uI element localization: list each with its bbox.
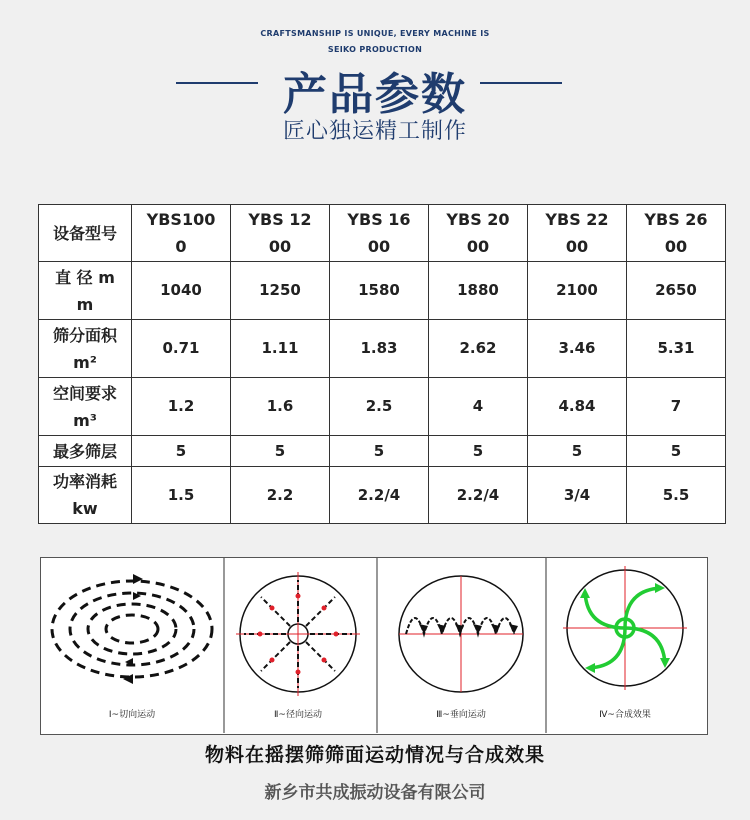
- row-label-line: 00: [664, 237, 688, 256]
- radial-dot: [270, 606, 275, 611]
- row-label-cell: [231, 205, 330, 262]
- row-label-cell: [330, 205, 429, 262]
- row-label-line: YBS 26: [644, 210, 708, 229]
- tangential-ring: [106, 615, 158, 643]
- arrow-icon: [509, 624, 518, 634]
- tangential-arrows: [123, 574, 143, 684]
- table-cell: 1580: [330, 262, 429, 320]
- radial-motion-drawing: [236, 572, 360, 696]
- table-row: [39, 320, 726, 378]
- row-label-line: 最多筛层: [52, 441, 117, 461]
- table-cell: 5: [231, 436, 330, 467]
- spec-table: [38, 204, 726, 524]
- table-cell: 5: [330, 436, 429, 467]
- table-header-row: [39, 205, 726, 262]
- row-label-cell: [132, 205, 231, 262]
- table-cell: 1.2: [132, 378, 231, 436]
- row-label-line: YBS 22: [545, 210, 609, 229]
- radial-dot: [334, 632, 339, 637]
- table-cell: 5: [627, 436, 726, 467]
- row-label-cell: [39, 467, 132, 524]
- page-subtitle: 匠心独运精工制作: [282, 119, 467, 144]
- row-label-cell: [39, 205, 132, 262]
- row-label-line: YBS 12: [248, 210, 312, 229]
- table-cell: 1.5: [132, 467, 231, 524]
- table-cell: 5: [132, 436, 231, 467]
- table-cell: 1250: [231, 262, 330, 320]
- table-cell: 3/4: [528, 467, 627, 524]
- radial-dot: [322, 658, 327, 663]
- row-label-cell: [39, 378, 132, 436]
- motion-caption: 物料在摇摆筛筛面运动情况与合成效果: [204, 744, 545, 766]
- row-label-line: 0: [175, 237, 187, 256]
- radial-dot: [296, 594, 301, 599]
- table-cell: 4.84: [528, 378, 627, 436]
- row-label-line: YBS 16: [347, 210, 411, 229]
- table-row: [39, 378, 726, 436]
- title-rule-right: [480, 82, 562, 84]
- row-label-line: 设备型号: [52, 223, 117, 243]
- radial-dot: [296, 670, 301, 675]
- row-label-line: 筛分面积: [52, 325, 117, 345]
- table-row: [39, 467, 726, 524]
- row-label-line: 00: [466, 237, 490, 256]
- table-cell: 1.6: [231, 378, 330, 436]
- radial-dot: [258, 632, 263, 637]
- motion-diagram: [40, 557, 708, 735]
- row-label-line: m: [76, 294, 94, 314]
- table-cell: 5.5: [627, 467, 726, 524]
- row-label-cell: [39, 262, 132, 320]
- row-label-line: 00: [367, 237, 391, 256]
- title-row: [0, 58, 750, 120]
- row-label-cell: [429, 205, 528, 262]
- table-cell: 1040: [132, 262, 231, 320]
- table-cell: 7: [627, 378, 726, 436]
- radial-ray: [306, 597, 335, 626]
- arrow-icon: [419, 624, 428, 634]
- radial-ray: [306, 642, 335, 671]
- table-cell: 0.71: [132, 320, 231, 378]
- table-cell: 5.31: [627, 320, 726, 378]
- table-cell: 1880: [429, 262, 528, 320]
- row-label-line: 00: [268, 237, 292, 256]
- table-cell: 1.11: [231, 320, 330, 378]
- table-cell: 5: [429, 436, 528, 467]
- panel-label-composite: Ⅳ~合成效果: [599, 710, 651, 720]
- tagline-line2: SEIKO PRODUCTION: [327, 45, 423, 54]
- panel-label-vertical: Ⅲ~垂向运动: [436, 710, 486, 720]
- row-label-cell: [39, 436, 132, 467]
- panel-label-radial: Ⅱ~径向运动: [274, 710, 322, 720]
- table-cell: 2.2/4: [330, 467, 429, 524]
- table-cell: 2.2: [231, 467, 330, 524]
- row-label-cell: [627, 205, 726, 262]
- vertical-motion-drawing: [399, 576, 523, 692]
- arrow-icon: [473, 624, 482, 634]
- table-cell: 2650: [627, 262, 726, 320]
- table-cell: 2.2/4: [429, 467, 528, 524]
- row-label-line: 功率消耗: [52, 472, 117, 491]
- table-cell: 3.46: [528, 320, 627, 378]
- panel-label-tangential: Ⅰ~切向运动: [108, 710, 156, 720]
- radial-dot: [322, 606, 327, 611]
- row-label-line: YBS100: [146, 210, 216, 229]
- row-label-cell: [528, 205, 627, 262]
- tagline-line1: CRAFTSMANSHIP IS UNIQUE, EVERY MACHINE IS: [260, 29, 490, 38]
- table-cell: 1.83: [330, 320, 429, 378]
- row-label-line: kw: [72, 499, 98, 518]
- tangential-ring: [88, 604, 176, 654]
- row-label-line: m³: [73, 410, 97, 430]
- table-cell: 2.5: [330, 378, 429, 436]
- table-cell: 2100: [528, 262, 627, 320]
- table-cell: 2.62: [429, 320, 528, 378]
- row-label-cell: [39, 320, 132, 378]
- row-label-line: 直 径 m: [55, 267, 115, 287]
- radial-ray: [261, 642, 290, 671]
- row-label-line: m²: [73, 352, 97, 372]
- page-title: 产品参数: [283, 69, 467, 120]
- radial-dot: [270, 658, 275, 663]
- table-cell: 4: [429, 378, 528, 436]
- company-name: 新乡市共成振动设备有限公司: [264, 783, 486, 803]
- row-label-line: 空间要求: [52, 383, 117, 403]
- radial-ray: [261, 597, 290, 626]
- composite-effect-drawing: [563, 566, 687, 690]
- table-row: [39, 436, 726, 467]
- table-row: [39, 262, 726, 320]
- row-label-line: 00: [565, 237, 589, 256]
- table-cell: 5: [528, 436, 627, 467]
- row-label-line: YBS 20: [446, 210, 510, 229]
